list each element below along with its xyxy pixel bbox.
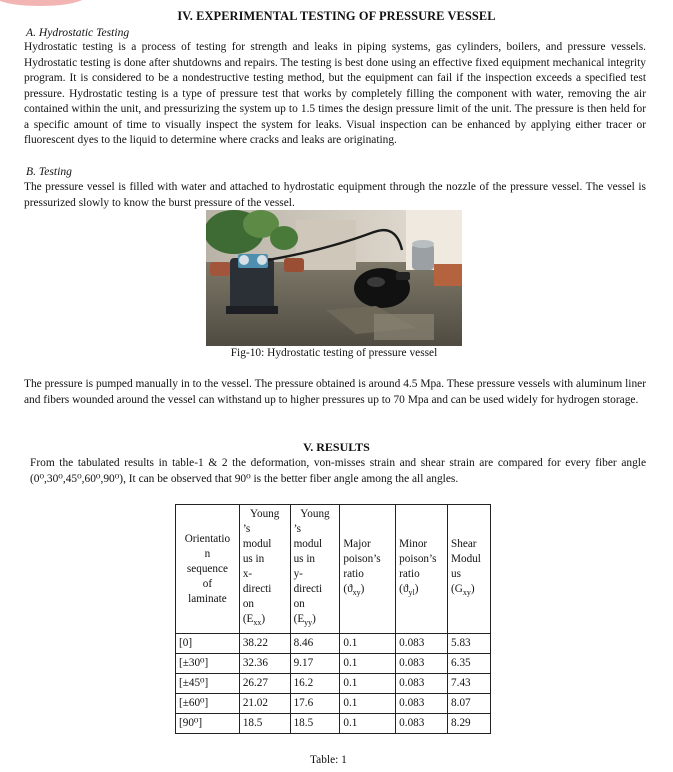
paragraph-pressure-result: The pressure is pumped manually in to the vessel. The pressure obtained is around 4.5 Mpa. These pressure vessels with aluminum liner and fibers wounded around the vessel can withstand up to higher pressures up to 70 Mpa and can be used widely for hydrogen storage.	[24, 378, 646, 406]
header-youngs-modulus-x: Young ’s modul us in x- directi on $(E_{xx})$	[239, 505, 290, 634]
figure-photo-hydrostatic-setup	[206, 210, 462, 346]
table-cell: 8.46	[290, 634, 340, 654]
header-minor-poisons-ratio: Minor poison’s ratio $(ϑ_{yl})$	[396, 505, 448, 634]
table-cell: 0.1	[340, 714, 396, 734]
table-row	[176, 674, 491, 694]
table-header-row	[176, 505, 491, 634]
table-cell: 9.17	[290, 654, 340, 674]
table-cell: [0]	[176, 634, 240, 654]
table-cell: [±60⁰]	[176, 694, 240, 714]
section-heading-experimental: IV. EXPERIMENTAL TESTING OF PRESSURE VESSEL	[177, 9, 496, 23]
header-orientation: Orientatio n sequence of laminate	[176, 505, 240, 634]
table-cell: 21.02	[239, 694, 290, 714]
table-cell: 18.5	[290, 714, 340, 734]
photo-illustration	[206, 210, 462, 346]
section-heading-results: V. RESULTS	[303, 440, 370, 454]
paragraph-results: From the tabulated results in table-1 & 2 the deformation, von-misses strain and shear strain are compared for every fiber angle (0⁰,30⁰,45⁰,60⁰,90⁰), It can be observed that 90⁰ is the better fiber angle among the all angles.	[30, 457, 646, 485]
table-cell: 32.36	[239, 654, 290, 674]
table-cell: 38.22	[239, 634, 290, 654]
table-cell: 17.6	[290, 694, 340, 714]
table-cell: 0.083	[396, 714, 448, 734]
table-cell: 0.1	[340, 694, 396, 714]
table-cell: 0.1	[340, 654, 396, 674]
table-cell: [±45⁰]	[176, 674, 240, 694]
table-cell: 0.1	[340, 634, 396, 654]
table-cell: [90⁰]	[176, 714, 240, 734]
table-cell: 8.29	[448, 714, 491, 734]
header-youngs-modulus-y: Young ’s modul us in y- directi on $(E_{yy})$	[290, 505, 340, 634]
table-cell: [±30⁰]	[176, 654, 240, 674]
table-row	[176, 714, 491, 734]
table-cell: 6.35	[448, 654, 491, 674]
table-cell: 18.5	[239, 714, 290, 734]
table-cell: 5.83	[448, 634, 491, 654]
table-row	[176, 654, 491, 674]
paragraph-hydrostatic-testing: Hydrostatic testing is a process of testing for strength and leaks in piping systems, gas cylinders, boilers, and pressure vessels. Hydrostatic testing is done after shutdowns and repairs. The testing is best done using an effective fixed equipment mechanical integrity program. It is considered to be a nondestructive testing method, but the equipment can fail if the inspection exceeds a specified test pressure. Hydrostatic testing is a type of pressure test that works by completely filling the component with water, removing the air contained within the unit, and pressurizing the system up to 1.5 times the design pressure limit of the unit. The pressure is then held for a specific amount of time to visually inspect the system for leaks. Visual inspection can be enhanced by applying either tracer or fluorescent dyes to the liquid to determine where cracks and leaks are originating.	[24, 41, 646, 146]
paragraph-testing: The pressure vessel is filled with water and attached to hydrostatic equipment through the nozzle of the pressure vessel. The vessel is pressurized slowly to know the burst pressure of the vessel.	[24, 181, 646, 209]
table-cell: 0.083	[396, 674, 448, 694]
table-cell: 0.1	[340, 674, 396, 694]
table-row	[176, 694, 491, 714]
table-cell: 16.2	[290, 674, 340, 694]
table-row	[176, 634, 491, 654]
header-major-poisons-ratio: Major poison’s ratio $(ϑ_{xy})$	[340, 505, 396, 634]
table-cell: 26.27	[239, 674, 290, 694]
subsection-testing: B. Testing	[26, 165, 72, 178]
figure-caption: Fig-10: Hydrostatic testing of pressure vessel	[230, 347, 438, 359]
results-table	[175, 504, 491, 734]
subsection-hydrostatic-testing: A. Hydrostatic Testing	[26, 26, 130, 39]
table-cell: 0.083	[396, 634, 448, 654]
table-cell: 7.43	[448, 674, 491, 694]
table-cell: 0.083	[396, 694, 448, 714]
table-cell: 0.083	[396, 654, 448, 674]
header-shear-modulus: Shear Modul us $(G_{xy})$	[448, 505, 491, 634]
table-caption: Table: 1	[310, 754, 347, 766]
table-cell: 8.07	[448, 694, 491, 714]
journal-logo	[0, 0, 86, 6]
